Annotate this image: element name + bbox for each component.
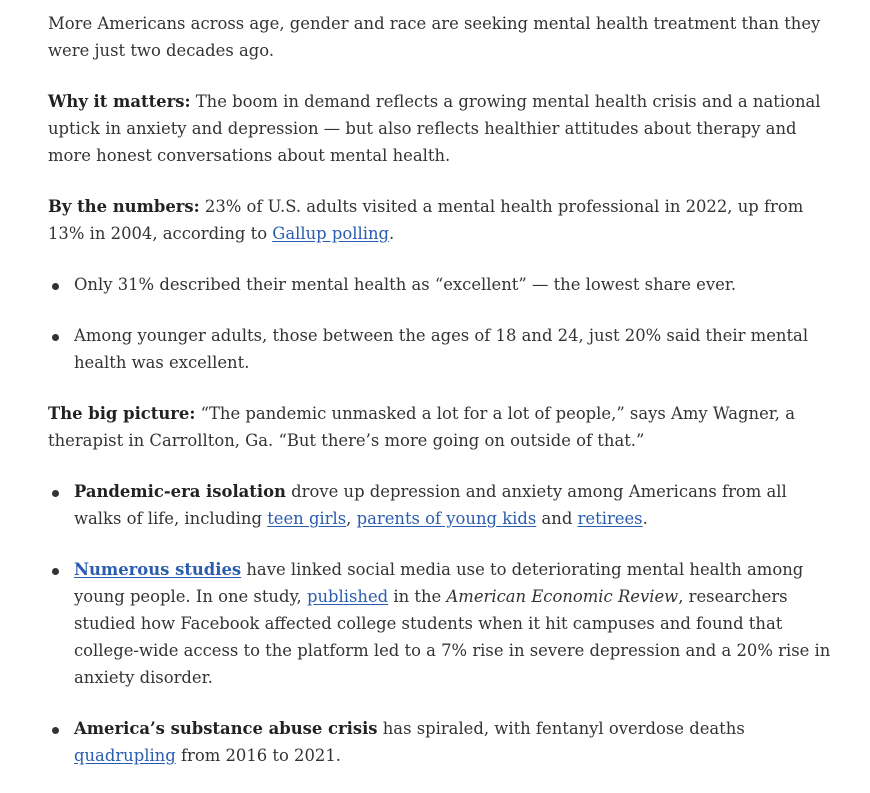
gallup-polling-link[interactable]: Gallup polling [272,224,390,243]
by-the-numbers-label: By the numbers: [48,197,200,216]
isolation-label: Pandemic-era isolation [74,482,286,501]
quadrupling-link[interactable]: quadrupling [74,746,176,765]
intro-text: More Americans across age, gender and race are seeking mental health treatment than they were just two decades ago. [48,14,821,60]
published-link[interactable]: published [306,587,389,606]
isolation-end: . [642,509,648,528]
bullet-text-excellent-share: Only 31% described their mental health as “excellent” — the lowest share ever. [74,275,737,294]
why-it-matters-label: Why it matters: [48,92,191,111]
big-picture-paragraph [48,400,838,454]
isolation-sep-1: , [346,509,357,528]
intro-paragraph [48,10,838,64]
substance-abuse-text: has spiraled, with fentanyl overdose deaths [377,719,745,738]
by-the-numbers-end: . [389,224,395,243]
why-it-matters-paragraph [48,88,838,169]
studies-text-3: , researchers studied how Facebook affected college students when it hit campuses and found that college-wide access to the platform led to a 7% rise in severe depression and a 20% rise in anxiety disorder. [74,587,831,687]
studies-text-1: have linked social media use to deteriorating mental health among young people. In one study, [74,560,804,606]
causes-bullet-list [48,478,838,769]
list-item [48,271,838,298]
substance-abuse-label: America’s substance abuse crisis [74,719,378,738]
teen-girls-link[interactable]: teen girls [267,509,347,528]
big-picture-text: “The pandemic unmasked a lot for a lot of people,” says Amy Wagner, a therapist in Carrollton, Ga. “But there’s more going on outside of that.” [48,404,795,450]
big-picture-label: The big picture: [48,404,196,423]
retirees-link[interactable]: retirees [577,509,643,528]
numbers-bullet-list [48,271,838,376]
list-item [48,556,838,691]
by-the-numbers-paragraph [48,193,838,247]
why-it-matters-text: The boom in demand reflects a growing mental health crisis and a national uptick in anxiety and depression — but also reflects healthier attitudes about therapy and more honest conversations about mental health. [48,92,821,165]
bullet-text-younger-adults: Among younger adults, those between the ages of 18 and 24, just 20% said their mental health was excellent. [74,326,809,372]
journal-name: American Economic Review [446,587,679,606]
isolation-sep-2: and [536,509,578,528]
article-body [48,10,838,793]
substance-abuse-end: from 2016 to 2021. [175,746,341,765]
by-the-numbers-text: 23% of U.S. adults visited a mental health professional in 2022, up from 13% in 2004, according to [48,197,804,243]
list-item [48,322,838,376]
isolation-text: drove up depression and anxiety among Americans from all walks of life, including [74,482,787,528]
parents-of-young-kids-link[interactable]: parents of young kids [356,509,537,528]
studies-text-2: in the [388,587,447,606]
numerous-studies-link[interactable]: Numerous studies [74,560,242,579]
list-item [48,715,838,769]
list-item [48,478,838,532]
